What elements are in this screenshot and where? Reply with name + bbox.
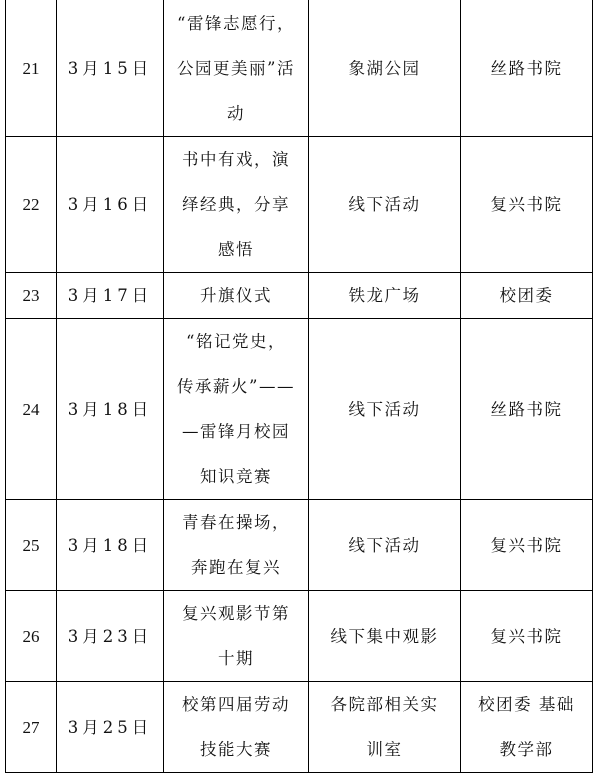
event-date: 3月18日 (57, 319, 164, 500)
row-number: 27 (6, 682, 57, 773)
table-row (6, 500, 593, 591)
row-number: 26 (6, 591, 57, 682)
table-row (6, 319, 593, 500)
event-name-line: 奔跑在复兴 (191, 558, 281, 577)
event-name-line: 书中有戏，演 (182, 150, 290, 169)
organizer-line: 教学部 (499, 740, 554, 759)
event-name (164, 319, 309, 500)
schedule-table (5, 0, 593, 773)
event-name (164, 591, 309, 682)
event-date: 3月17日 (57, 273, 164, 319)
table-row (6, 0, 593, 137)
row-number: 22 (6, 137, 57, 273)
event-name-line: —雷锋月校园 (182, 422, 290, 441)
event-name-line: 公园更美丽”活 (177, 58, 295, 78)
event-name-line: “雷锋志愿行， (177, 13, 295, 33)
event-venue (309, 682, 461, 773)
organizer (461, 682, 593, 773)
event-name-line: 传承薪火”—— (177, 377, 295, 396)
event-date: 3月16日 (57, 137, 164, 273)
event-venue-line: 训室 (366, 740, 403, 759)
table-row (6, 137, 593, 273)
event-date: 3月25日 (57, 682, 164, 773)
row-number: 24 (6, 319, 57, 500)
event-name (164, 0, 309, 137)
organizer: 复兴书院 (461, 591, 593, 682)
event-date: 3月18日 (57, 500, 164, 591)
organizer-line: 校团委 基础 (478, 695, 575, 714)
event-date: 3月15日 (57, 0, 164, 137)
event-name (164, 137, 309, 273)
table-row (6, 273, 593, 319)
event-name-line: 青春在操场， (182, 513, 290, 532)
event-venue: 线下集中观影 (309, 591, 461, 682)
row-number: 21 (6, 0, 57, 137)
event-venue: 铁龙广场 (309, 273, 461, 319)
organizer: 复兴书院 (461, 500, 593, 591)
table-row (6, 591, 593, 682)
event-name-line: 感悟 (218, 240, 254, 259)
organizer: 丝路书院 (461, 319, 593, 500)
table-row (6, 682, 593, 773)
row-number: 25 (6, 500, 57, 591)
organizer: 丝路书院 (461, 0, 593, 137)
event-venue-line: 各院部相关实 (330, 695, 439, 714)
event-venue: 象湖公园 (309, 0, 461, 137)
event-name-line: 校第四届劳动 (182, 695, 290, 714)
organizer: 校团委 (461, 273, 593, 319)
organizer: 复兴书院 (461, 137, 593, 273)
event-venue: 线下活动 (309, 137, 461, 273)
event-date: 3月23日 (57, 591, 164, 682)
event-name-line: 动 (227, 103, 245, 123)
event-name (164, 682, 309, 773)
event-name-line: 技能大赛 (200, 740, 272, 759)
event-name-line: 十期 (218, 649, 254, 668)
row-number: 23 (6, 273, 57, 319)
event-venue: 线下活动 (309, 500, 461, 591)
event-name-line: 绎经典，分享 (182, 195, 290, 214)
event-name-line: “铭记党史， (186, 332, 286, 351)
event-name (164, 500, 309, 591)
schedule-body (6, 0, 593, 773)
event-venue: 线下活动 (309, 319, 461, 500)
event-name-line: 复兴观影节第 (182, 604, 290, 623)
event-name-line: 知识竞赛 (200, 467, 272, 486)
event-name: 升旗仪式 (164, 273, 309, 319)
